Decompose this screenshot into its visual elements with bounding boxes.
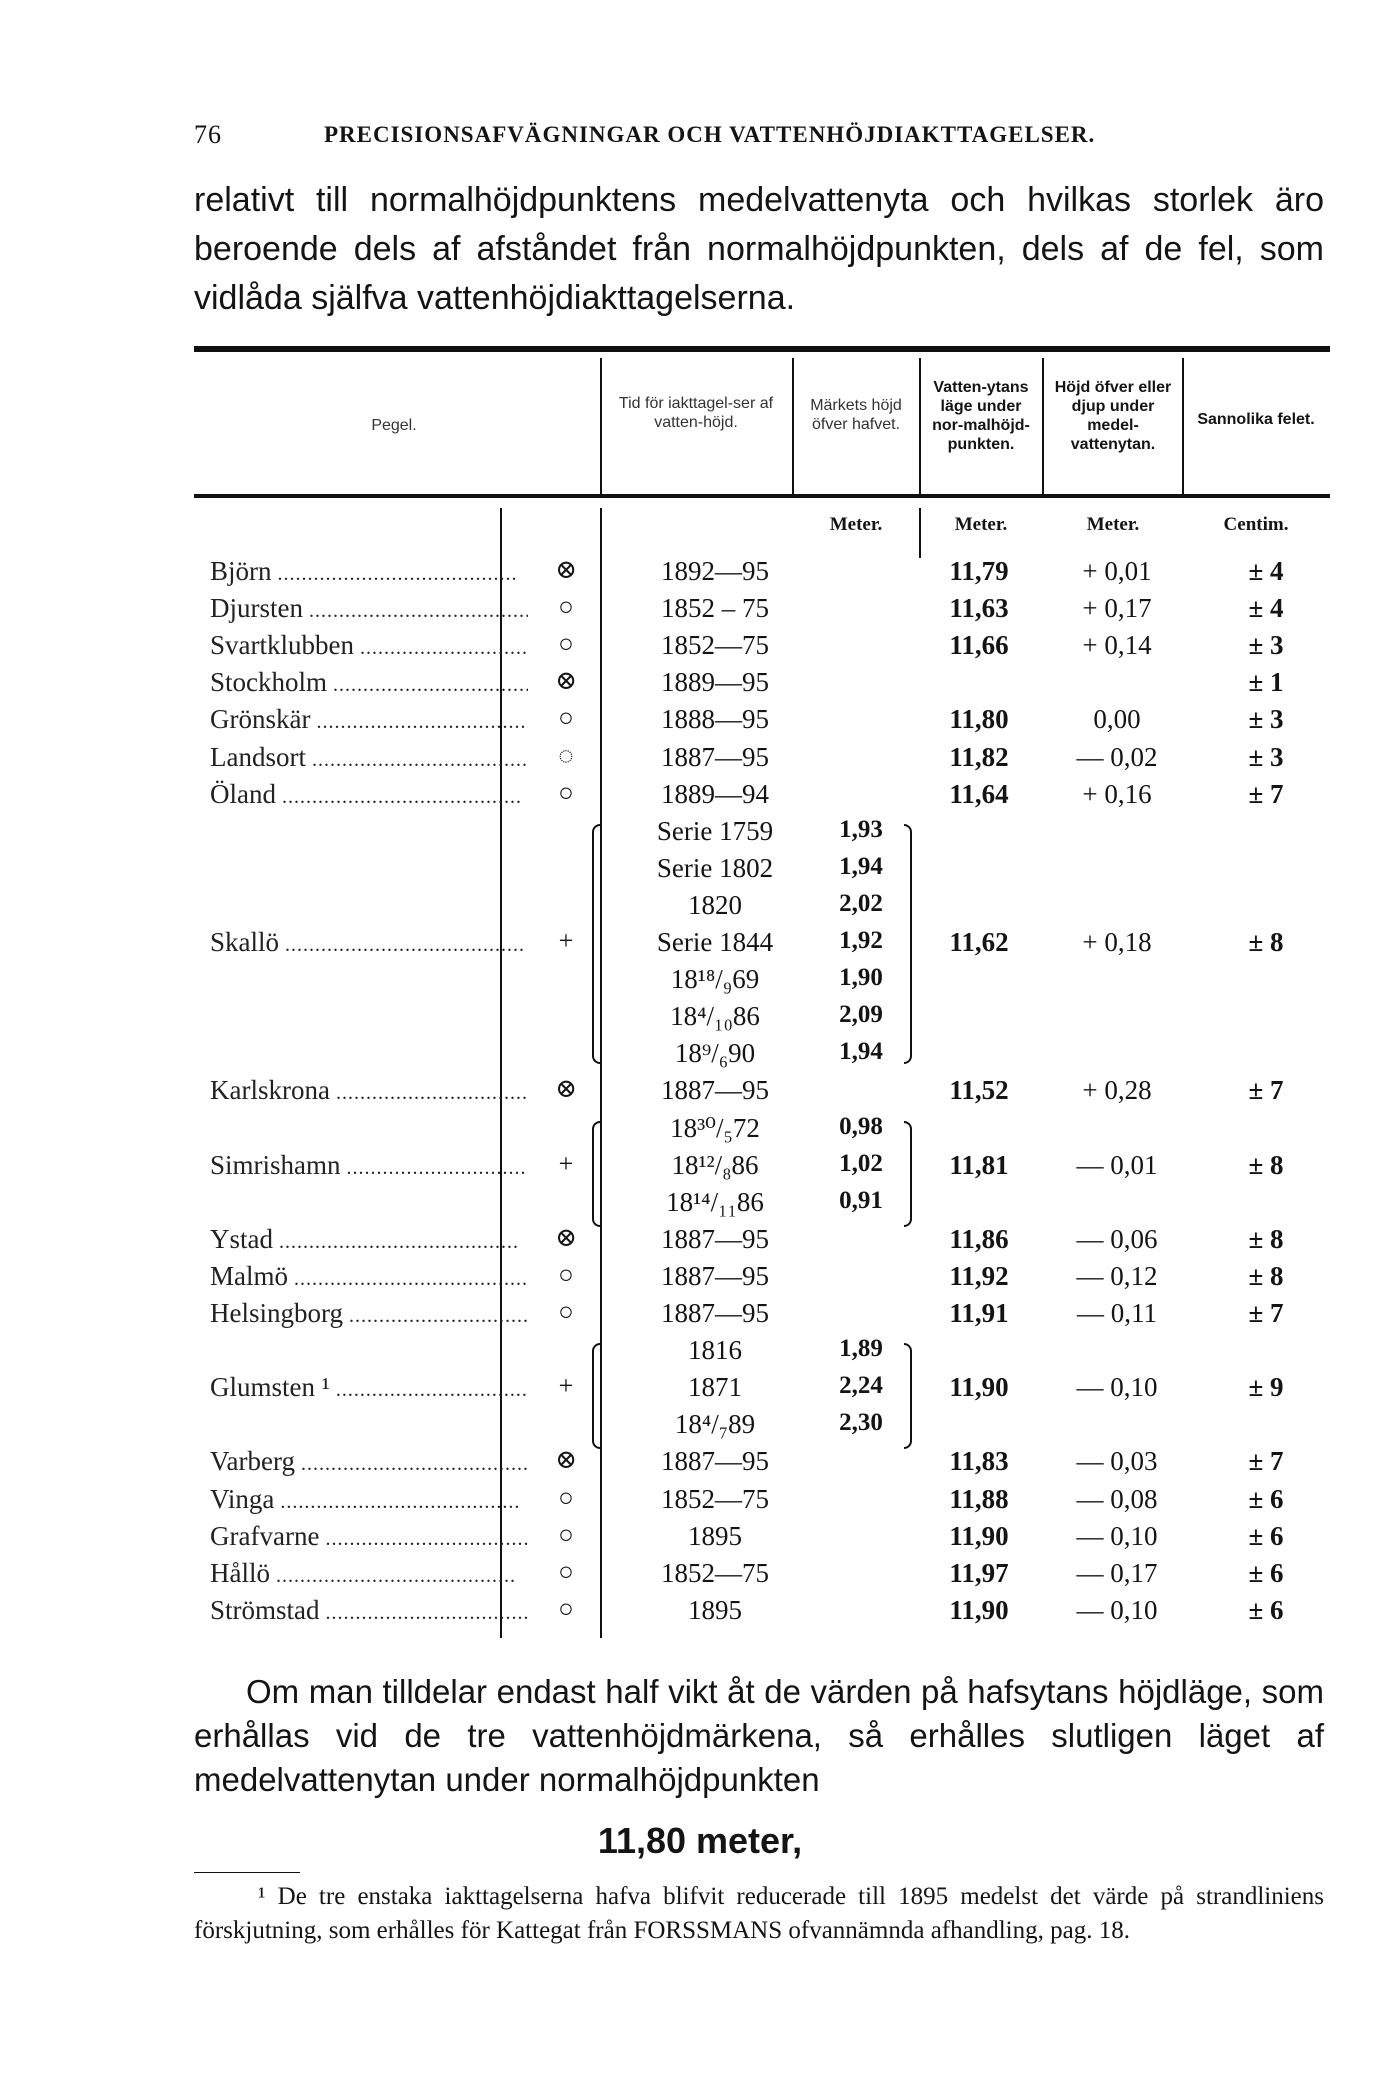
table-row	[194, 665, 1330, 702]
water-level: 11,86	[949, 1223, 1009, 1254]
height-diff: 0,00	[1093, 704, 1141, 735]
water-level: 11,92	[949, 1260, 1009, 1291]
station-name: Grönskär .....	[210, 704, 528, 735]
station-name: Landsort .....	[210, 742, 528, 773]
gauge-symbol: ⊗	[555, 1445, 577, 1475]
running-title: PRECISIONSAFVÄGNINGAR OCH VATTENHÖJDIAKTTAGELSER.	[324, 122, 1096, 147]
water-level: 11,66	[949, 630, 1009, 661]
col-divider	[1182, 358, 1184, 494]
height-diff: + 0,16	[1082, 778, 1152, 809]
probable-error: ± 1	[1248, 667, 1284, 698]
gauge-symbol: ○	[558, 1519, 574, 1549]
table-row	[194, 702, 1330, 739]
table-row	[194, 999, 1330, 1036]
station-name: Stockholm .....	[210, 667, 528, 698]
height-diff: — 0,02	[1076, 741, 1158, 772]
conclusion-paragraph	[194, 1670, 1324, 1802]
table-row	[194, 777, 1330, 814]
unit-vattenytans: Meter.	[954, 514, 1008, 535]
header-hojd: Höjd öfver eller djup under medel-vattenytan.	[1054, 379, 1172, 453]
gauge-symbol: ○	[558, 1259, 574, 1289]
water-level: 11,90	[949, 1372, 1009, 1403]
water-level: 11,62	[949, 927, 1009, 957]
observation-period: 1887—95	[661, 1075, 769, 1106]
observation-period: 1889—94	[661, 778, 769, 809]
probable-error: ± 3	[1248, 704, 1284, 735]
observation-period: 1887—95	[661, 1223, 769, 1254]
station-name: Malmö .....	[210, 1261, 528, 1292]
gauge-symbol: ⊗	[555, 1222, 577, 1252]
height-diff: — 0,10	[1076, 1520, 1158, 1551]
brace-simrishamn-right	[904, 1121, 912, 1227]
probable-error: ± 3	[1248, 741, 1284, 772]
gauge-symbol: +	[558, 1148, 574, 1178]
station-name: Simrishamn .....	[210, 1150, 528, 1181]
height-diff: + 0,18	[1082, 927, 1152, 957]
gauge-symbol: ○	[558, 1297, 574, 1326]
mark-height: 1,90	[839, 964, 883, 992]
col-divider	[919, 358, 921, 494]
water-level: 11,81	[949, 1149, 1009, 1180]
gauge-symbol: ○	[558, 592, 574, 622]
water-level: 11,82	[949, 741, 1009, 772]
height-diff: — 0,01	[1076, 1149, 1158, 1180]
table-row	[194, 1073, 1330, 1110]
station-name: Karlskrona .....	[210, 1075, 528, 1106]
station-name: Skallö .....	[210, 927, 528, 958]
station-name: Djursten .....	[210, 593, 528, 624]
table-row	[194, 628, 1330, 665]
table-row	[194, 888, 1330, 925]
water-level: 11,90	[949, 1520, 1009, 1551]
table-row	[194, 740, 1330, 777]
probable-error: ± 4	[1248, 556, 1284, 586]
station-name: Hållö .....	[210, 1558, 528, 1589]
observation-period: 1816	[688, 1335, 742, 1366]
mark-height: 1,92	[839, 927, 883, 954]
mark-height: 2,09	[839, 1001, 883, 1029]
water-level: 11,83	[949, 1446, 1009, 1477]
probable-error: ± 6	[1248, 1594, 1284, 1625]
mark-height: 2,02	[839, 889, 883, 917]
observation-period: 1887—95	[661, 1446, 769, 1477]
footnote-text: ¹ De tre enstaka iakttagelserna hafva blifvit reducerade till 1895 medelst det värde på strandliniens förskjutning, som erhålles för Kattegat från FORSSMANS ofvannämnda afhandling, pag. 18.	[194, 1883, 1324, 1944]
mark-height: 2,24	[839, 1372, 883, 1400]
probable-error: ± 7	[1248, 1298, 1284, 1328]
gauge-symbol: ○	[558, 629, 574, 659]
page-number: 76	[194, 120, 222, 149]
mark-height: 1,02	[839, 1149, 883, 1177]
probable-error: ± 6	[1248, 1483, 1284, 1514]
mark-height: 1,93	[839, 815, 883, 843]
observation-period: 1888—95	[661, 704, 769, 735]
station-name: Vinga .....	[210, 1484, 528, 1515]
gauge-symbol: ○	[558, 1482, 574, 1512]
observation-period: 1871	[688, 1372, 742, 1403]
mark-height: 2,30	[839, 1409, 883, 1437]
water-level: 11,97	[949, 1557, 1009, 1588]
header-pegel: Pegel.	[371, 417, 417, 434]
probable-error: ± 8	[1248, 1260, 1284, 1291]
header-tid: Tid för iakttagel-ser af vatten-höjd.	[618, 395, 774, 431]
probable-error: ± 7	[1248, 1075, 1284, 1106]
observation-period: Serie 1759	[656, 815, 774, 846]
unit-markets: Meter.	[829, 514, 883, 535]
probable-error: ± 7	[1248, 1446, 1284, 1477]
height-diff: — 0,10	[1076, 1594, 1158, 1625]
gauge-symbol: ⊗	[555, 666, 577, 696]
mark-height: 1,94	[839, 852, 883, 880]
gauge-symbol: +	[558, 926, 574, 955]
mark-height: 0,91	[839, 1186, 883, 1214]
observation-period: 1892—95	[661, 556, 769, 586]
table-row	[194, 1148, 1330, 1185]
table-row	[194, 1370, 1330, 1407]
table-row	[194, 1482, 1330, 1519]
observation-period: Serie 1844	[656, 927, 774, 957]
mark-height: 1,94	[839, 1038, 883, 1066]
table-row	[194, 1593, 1330, 1630]
mark-height: 1,89	[839, 1335, 883, 1363]
table-row	[194, 814, 1330, 851]
observation-period: 1820	[688, 889, 742, 920]
probable-error: ± 8	[1248, 927, 1284, 957]
gauge-symbol: ⊗	[555, 1074, 577, 1104]
station-name: Ystad .....	[210, 1224, 528, 1255]
table-row	[194, 851, 1330, 888]
observation-period: 1895	[688, 1520, 742, 1551]
table-row	[194, 591, 1330, 628]
col-divider	[792, 358, 794, 494]
observation-period: 1852—75	[661, 1483, 769, 1514]
observation-period: 1887—95	[661, 1260, 769, 1291]
water-level: 11,80	[949, 704, 1009, 735]
table-row	[194, 1556, 1330, 1593]
observation-period: 18³⁰/₅72	[670, 1112, 760, 1143]
water-level-table	[194, 346, 1330, 1652]
intro-paragraph: relativt till normalhöjdpunktens medelvattenyta och hvilkas storlek äro beroende dels af afståndet från normalhöjdpunkten, dels af de fel, som vidlåda själfva vattenhöjdiakttagelserna.	[194, 181, 1324, 317]
water-level: 11,91	[949, 1298, 1009, 1328]
gauge-symbol: +	[558, 1371, 574, 1401]
gauge-symbol: ◌	[558, 740, 574, 770]
station-name: Glumsten ¹ .....	[210, 1372, 528, 1403]
water-level: 11,90	[949, 1594, 1009, 1625]
probable-error: ± 8	[1248, 1149, 1284, 1180]
brace-glumsten-right	[904, 1343, 912, 1449]
table-row	[194, 1185, 1330, 1222]
observation-period: 18⁴/₁₀86	[670, 1001, 760, 1032]
probable-error: ± 6	[1248, 1520, 1284, 1551]
water-level: 11,63	[949, 593, 1009, 624]
observation-period: 1852—75	[661, 1557, 769, 1588]
height-diff: — 0,11	[1077, 1298, 1157, 1328]
brace-simrishamn-left	[592, 1121, 600, 1227]
unit-sannolika: Centim.	[1223, 514, 1289, 535]
water-level: 11,79	[949, 556, 1009, 586]
brace-skallo-right	[904, 824, 912, 1064]
water-level: 11,52	[949, 1075, 1009, 1106]
table-top-rule	[194, 346, 1330, 352]
observation-period: 1852—75	[661, 630, 769, 661]
observation-period: 1887—95	[661, 741, 769, 772]
conclusion-text: Om man tilldelar endast half vikt åt de värden på hafsytans höjdläge, som erhållas vid de tre vattenhöjdmärkena, så erhålles slutligen läget af medelvattenytan under normalhöjdpunkten	[194, 1673, 1324, 1798]
table-row	[194, 1036, 1330, 1073]
probable-error: ± 4	[1248, 593, 1284, 624]
header-vattenytans: Vatten-ytans läge under nor-malhöjd-punkten.	[932, 379, 1030, 453]
table-row	[194, 1222, 1330, 1259]
footnote-rule	[194, 1872, 300, 1873]
station-name: Grafvarne .....	[210, 1521, 528, 1552]
height-diff: + 0,01	[1082, 556, 1152, 586]
gauge-symbol: ○	[558, 1593, 574, 1623]
water-level: 11,88	[949, 1483, 1009, 1514]
gauge-symbol: ⊗	[555, 555, 577, 584]
brace-glumsten-left	[592, 1343, 600, 1449]
col-divider	[1042, 358, 1044, 494]
unit-hojd: Meter.	[1086, 514, 1140, 535]
station-name: Varberg .....	[210, 1446, 528, 1477]
observation-period: 1852 – 75	[661, 593, 769, 624]
station-name: Helsingborg .....	[210, 1298, 528, 1329]
gauge-symbol: ○	[558, 703, 574, 733]
table-row	[194, 1333, 1330, 1370]
observation-period: 1887—95	[661, 1298, 769, 1328]
height-diff: — 0,06	[1076, 1223, 1158, 1254]
observation-period: 18¹⁸/₉69	[670, 964, 760, 995]
height-diff: + 0,28	[1082, 1075, 1152, 1106]
observation-period: 18⁴/₇89	[674, 1409, 756, 1440]
water-level: 11,64	[949, 778, 1009, 809]
table-header-rule	[194, 494, 1330, 498]
table-row	[194, 1519, 1330, 1556]
probable-error: ± 7	[1248, 778, 1284, 809]
height-diff: + 0,14	[1082, 630, 1152, 661]
height-diff: — 0,08	[1076, 1483, 1158, 1514]
observation-period: 18¹²/₈86	[671, 1149, 759, 1180]
observation-period: 18⁹/₆90	[674, 1038, 756, 1069]
observation-period: Serie 1802	[656, 852, 774, 883]
col-divider	[919, 508, 921, 558]
gauge-symbol: ○	[558, 777, 574, 807]
table-row	[194, 1111, 1330, 1148]
height-diff: — 0,12	[1076, 1260, 1158, 1291]
height-diff: — 0,03	[1076, 1446, 1158, 1477]
brace-skallo-left	[592, 824, 600, 1064]
mark-height: 0,98	[839, 1112, 883, 1140]
table-row	[194, 925, 1330, 962]
table-row	[194, 554, 1330, 591]
station-name: Svartklubben .....	[210, 630, 528, 661]
height-diff: — 0,17	[1076, 1557, 1158, 1588]
gauge-symbol: ○	[558, 1556, 574, 1586]
table-row	[194, 962, 1330, 999]
footnote	[194, 1880, 1324, 1948]
station-name: Strömstad .....	[210, 1595, 528, 1626]
probable-error: ± 6	[1248, 1557, 1284, 1588]
probable-error: ± 8	[1248, 1223, 1284, 1254]
probable-error: ± 3	[1248, 630, 1284, 661]
header-markets: Märkets höjd öfver hafvet.	[810, 397, 902, 433]
observation-period: 1889—95	[661, 667, 769, 698]
table-row	[194, 1444, 1330, 1481]
station-name: Öland .....	[210, 779, 528, 810]
station-name: Björn .....	[210, 556, 528, 587]
table-row	[194, 1296, 1330, 1333]
height-diff: + 0,17	[1082, 593, 1152, 624]
observation-period: 1895	[688, 1594, 742, 1625]
height-diff: — 0,10	[1076, 1372, 1158, 1403]
col-divider	[600, 358, 602, 494]
probable-error: ± 9	[1248, 1372, 1284, 1403]
table-row	[194, 1259, 1330, 1296]
table-row	[194, 1407, 1330, 1444]
header-sannolika: Sannolika felet.	[1197, 411, 1315, 428]
result-value: 11,80 meter,	[597, 1820, 803, 1861]
observation-period: 18¹⁴/₁₁86	[666, 1186, 764, 1217]
